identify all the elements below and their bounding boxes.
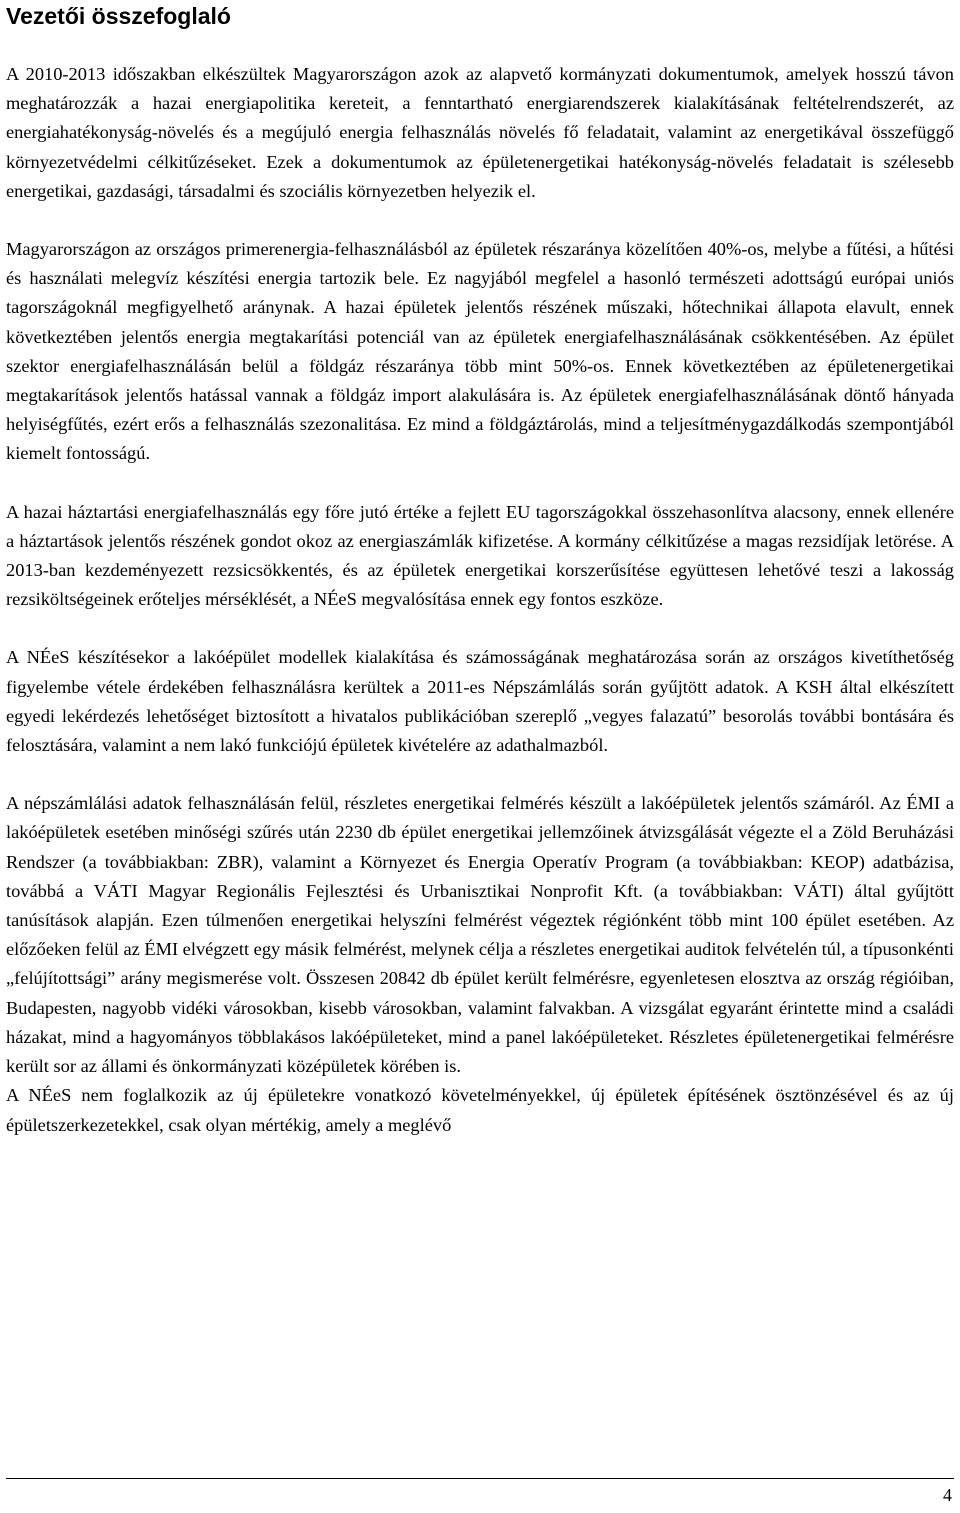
page-title: Vezetői összefoglaló xyxy=(6,3,231,29)
paragraph: A NÉeS nem foglalkozik az új épületekre vonatkozó követelményekkel, új épületek építésének ösztönzésével és az új épületszerkezetekkel, csak olyan mértékig, amely a meglévő xyxy=(6,1085,954,1135)
page-number: 4 xyxy=(943,1485,952,1505)
document-body xyxy=(6,60,954,1140)
paragraph: A NÉeS készítésekor a lakóépület modellek kialakítása és számosságának meghatározása során az országos kivetíthetőség figyelembe vétele érdekében felhasználásra kerültek a 2011-es Népszámlálás során gyűjtött adatok. A KSH által elkészített egyedi lekérdezés lehetőséget biztosított a hivatalos publikációban szereplő „vegyes falazatú” besorolás további bontására és felosztására, valamint a nem lakó funkciójú épületek kivételére az adathalmazból. xyxy=(6,647,954,756)
paragraph: A 2010-2013 időszakban elkészültek Magyarországon azok az alapvető kormányzati dokumentumok, amelyek hosszú távon meghatározzák a hazai energiapolitika kereteit, a fenntartható energiarendszerek kialakításának feltételrendszerét, az energiahatékonyság-növelés és a megújuló energia felhasználás növelés fő feladatait, valamint az energetikával összefüggő környezetvédelmi célkitűzéseket. Ezek a dokumentumok az épületenergetikai hatékonyság-növelés feladatait is szélesebb energetikai, gazdasági, társadalmi és szociális környezetben helyezik el. xyxy=(6,64,954,201)
paragraph: A népszámlálási adatok felhasználásán felül, részletes energetikai felmérés készült a lakóépületek jelentős számáról. Az ÉMI a lakóépületek esetében minőségi szűrés után 2230 db épület energetikai jellemzőinek átvizsgálását végezte el a Zöld Beruházási Rendszer (a továbbiakban: ZBR), valamint a Környezet és Energia Operatív Program (a továbbiakban: KEOP) adatbázisa, továbbá a VÁTI Magyar Regionális Fejlesztési és Urbanisztikai Nonprofit Kft. (a továbbiakban: VÁTI) által gyűjtött tanúsítások alapján. Ezen túlmenően energetikai helyszíni felmérést végeztek régiónként több mint 100 épület esetében. Az előzőeken felül az ÉMI elvégzett egy másik felmérést, melynek célja a részletes energetikai auditok felvételén túl, a típusonkénti „felújítottsági” arány megismerése volt. Összesen 20842 db épület került felmérésre, egyenletesen elosztva az ország régióiban, Budapesten, nagyobb vidéki városokban, kisebb városokban, valamint falvakban. A vizsgálat egyaránt érintette mind a családi házakat, mind a hagyományos többlakásos lakóépületeket, mind a panel lakóépületeket. Részletes épületenergetikai felmérésre került sor az állami és önkormányzati középületek körében is. xyxy=(6,793,954,1077)
paragraph: Magyarországon az országos primerenergia-felhasználásból az épületek részaránya közelítően 40%-os, melybe a fűtési, a hűtési és használati melegvíz készítési energia tartozik bele. Ez nagyjából megfelel a hasonló természeti adottságú európai uniós tagországoknál megfigyelhető aránynak. A hazai épületek jelentős részének műszaki, hőtechnikai állapota elavult, ennek következtében jelentős energia megtakarítási potenciál van az épületek energiafelhasználásának csökkentésében. Az épület szektor energiafelhasználásán belül a földgáz részaránya több mint 50%-os. Ennek következtében az épületenergetikai megtakarítások jelentős hatással vannak a földgáz import alakulására is. Az épületek energiafelhasználásának döntő hányada helyiségfűtés, ezért erős a felhasználás szezonalitása. Ez mind a földgáztárolás, mind a teljesítménygazdálkodás szempontjából kiemelt fontosságú. xyxy=(6,239,954,464)
paragraph: A hazai háztartási energiafelhasználás egy főre jutó értéke a fejlett EU tagországokkal összehasonlítva alacsony, ennek ellenére a háztartások jelentős részének gondot okoz az energiaszámlák kifizetése. A kormány célkitűzése a magas rezsidíjak letörése. A 2013-ban kezdeményezett rezsicsökkentés, és az épületek energetikai korszerűsítése együttesen lehetővé teszi a lakosság rezsiköltségeinek erőteljes mérséklését, a NÉeS megvalósítása ennek egy fontos eszköze. xyxy=(6,501,954,610)
footer-divider xyxy=(6,1478,954,1479)
